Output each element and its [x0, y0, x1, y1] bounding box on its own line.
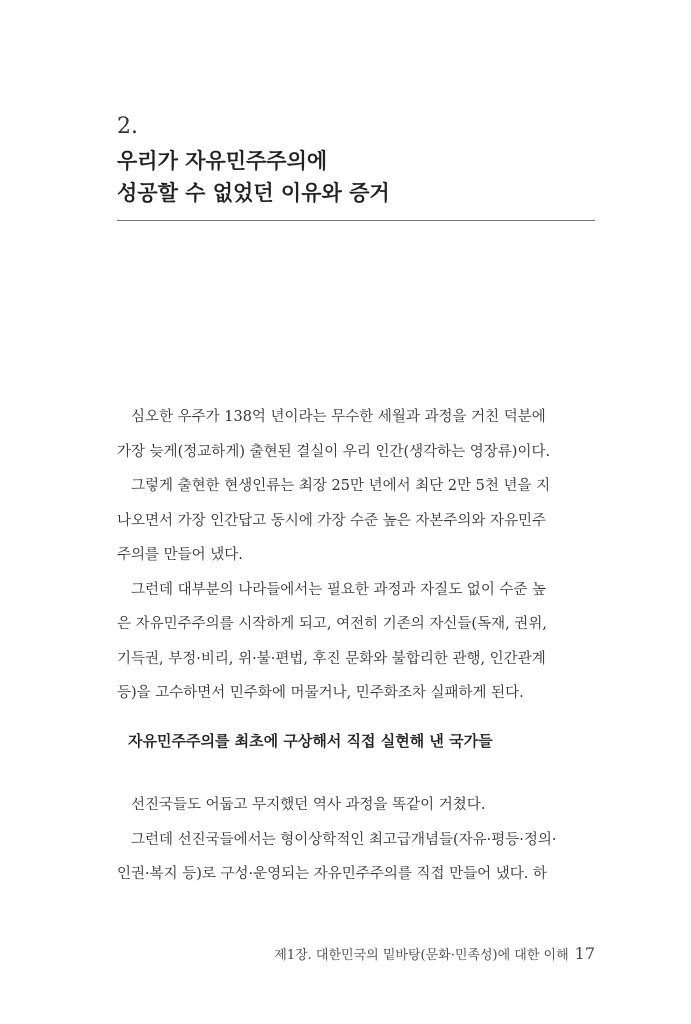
- text-line: 그렇게 출현한 현생인류는 최장 25만 년에서 최단 2만 5천 년을 지: [131, 478, 551, 494]
- section-subheading: 자유민주주의를 최초에 구상해서 직접 실현해 낸 국가들: [128, 732, 493, 750]
- text-line: 가장 늦게(정교하게) 출현된 결실이 우리 인간(생각하는 영장류)이다.: [117, 443, 551, 460]
- chapter-title-line: 우리가 자유민주주의에: [117, 149, 328, 173]
- text-line: 그런데 대부분의 나라들에서는 필요한 과정과 자질도 없이 수준 높: [131, 581, 547, 598]
- text-line: 인권·복지 등)로 구성·운영되는 자유민주주의를 직접 만들어 냈다. 하: [117, 866, 547, 882]
- text-line: 주의를 만들어 냈다.: [117, 547, 243, 563]
- page-number: 17: [574, 944, 595, 963]
- chapter-title-line: 성공할 수 없었던 이유와 증거: [117, 181, 390, 205]
- text-line: 기득권, 부정·비리, 위·불·편법, 후진 문화와 불합리한 관행, 인간관계: [117, 650, 546, 667]
- body-section-2: [117, 788, 595, 892]
- running-title: 제1장. 대한민국의 밑바탕(문화·민족성)에 대한 이해: [274, 948, 569, 963]
- body-section-1: [117, 400, 595, 711]
- chapter-number: 2.: [117, 114, 138, 139]
- text-line: 심오한 우주가 138억 년이라는 무수한 세월과 과정을 거친 덕분에: [131, 409, 546, 425]
- chapter-title: [117, 145, 597, 209]
- text-line: 등)을 고수하면서 민주화에 머물거나, 민주화조차 실패하게 된다.: [117, 685, 524, 701]
- title-divider: [117, 220, 595, 221]
- text-line: 선진국들도 어둡고 무지했던 역사 과정을 똑같이 거쳤다.: [131, 797, 486, 813]
- page-footer: [274, 944, 595, 963]
- text-line: 그런데 선진국들에서는 형이상학적인 최고급개념들(자유·평등·정의·: [131, 831, 557, 848]
- text-line: 나오면서 가장 인간답고 동시에 가장 수준 높은 자본주의와 자유민주: [117, 512, 547, 529]
- text-line: 은 자유민주주의를 시작하게 되고, 여전히 기존의 자신들(독재, 권위,: [117, 616, 547, 632]
